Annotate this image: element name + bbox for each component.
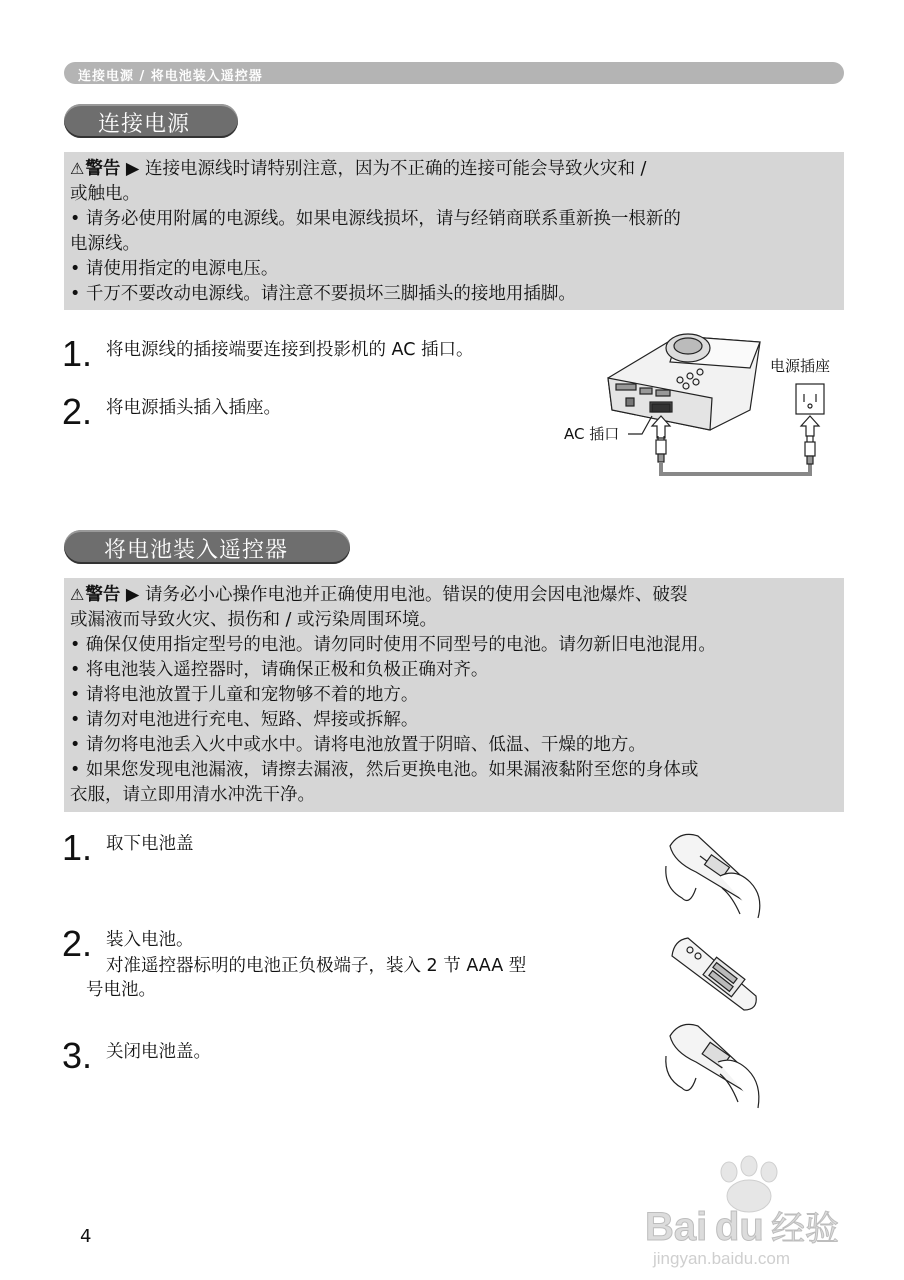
warning-label: 警告: [85, 585, 121, 605]
svg-text:经验: 经验: [771, 1209, 839, 1249]
section-title-power-text: 连接电源: [98, 112, 191, 137]
step-text: 将电源插头插入插座。: [106, 398, 281, 418]
section-title-battery-text: 将电池装入遥控器: [104, 538, 289, 563]
warning-line: • 千万不要改动电源线。请注意不要损坏三脚插头的接地用插脚。: [70, 284, 576, 304]
warning-triangle-icon: ⚠: [70, 585, 85, 604]
step-text: 装入电池。: [106, 930, 194, 950]
step-number: 2.: [62, 391, 93, 432]
step-number: 1.: [62, 333, 93, 374]
warning-line: • 确保仅使用指定型号的电池。请勿同时使用不同型号的电池。请勿新旧电池混用。: [70, 635, 716, 655]
baidu-watermark-logo: [645, 1148, 855, 1268]
warning-triangle-icon: ⚠: [70, 159, 85, 178]
warning-box-battery: [64, 578, 844, 812]
header-breadcrumb-bar: [64, 62, 844, 84]
step-text: 号电池。: [86, 980, 156, 1000]
warning-line: • 请勿将电池丢入火中或水中。请将电池放置于阴暗、低温、干燥的地方。: [70, 735, 646, 755]
warning-line: 或漏液而导致火灾、损伤和 / 或污染周围环境。: [70, 610, 438, 630]
close-cover-illustration: [660, 1016, 770, 1116]
svg-text:du: du: [715, 1205, 764, 1249]
remove-cover-illustration: [660, 826, 770, 926]
warning-line: • 请勿对电池进行充电、短路、焊接或拆解。: [70, 710, 419, 730]
page-number: 4: [80, 1226, 92, 1247]
warning-line: 或触电。: [70, 184, 140, 204]
warning-line: 电源线。: [70, 234, 140, 254]
breadcrumb: 连接电源 / 将电池装入遥控器: [78, 69, 263, 84]
step-number: 1.: [62, 827, 93, 868]
warning-box-power: [64, 152, 844, 310]
step-number: 3.: [62, 1035, 93, 1076]
svg-text:jingyan.baidu.com: jingyan.baidu.com: [653, 1249, 791, 1268]
section-title-power: [64, 104, 238, 138]
step-number: 2.: [62, 923, 93, 964]
ac-inlet-label: AC 插口: [564, 425, 620, 443]
svg-text:Bai: Bai: [645, 1205, 708, 1249]
step-text: 取下电池盖: [106, 834, 194, 854]
warning-line: ⚠警告 ▶ 请务必小心操作电池并正确使用电池。错误的使用会因电池爆炸、破裂: [70, 582, 838, 608]
outlet-label: 电源插座: [770, 357, 831, 375]
warning-line: ⚠警告 ▶ 连接电源线时请特别注意，因为不正确的连接可能会导致火灾和 /: [70, 156, 838, 182]
section-title-battery: [64, 530, 350, 564]
warning-line: • 请使用指定的电源电压。: [70, 259, 279, 279]
warning-label: 警告: [85, 159, 121, 179]
warning-line: • 如果您发现电池漏液，请擦去漏液，然后更换电池。如果漏液黏附至您的身体或: [70, 760, 699, 780]
warning-line: 衣服，请立即用清水冲洗干净。: [70, 785, 315, 805]
warning-line: • 将电池装入遥控器时，请确保正极和负极正确对齐。: [70, 660, 489, 680]
projector-power-illustration: [560, 318, 850, 488]
insert-batteries-illustration: [664, 930, 764, 1020]
warning-line: • 请务必使用附属的电源线。如果电源线损坏，请与经销商联系重新换一根新的: [70, 209, 681, 229]
step-text: 对准遥控器标明的电池正负极端子，装入 2 节 AAA 型: [106, 956, 527, 976]
warning-line: • 请将电池放置于儿童和宠物够不着的地方。: [70, 685, 419, 705]
step-text: 关闭电池盖。: [106, 1042, 211, 1062]
step-text: 将电源线的插接端要连接到投影机的 AC 插口。: [106, 340, 474, 360]
